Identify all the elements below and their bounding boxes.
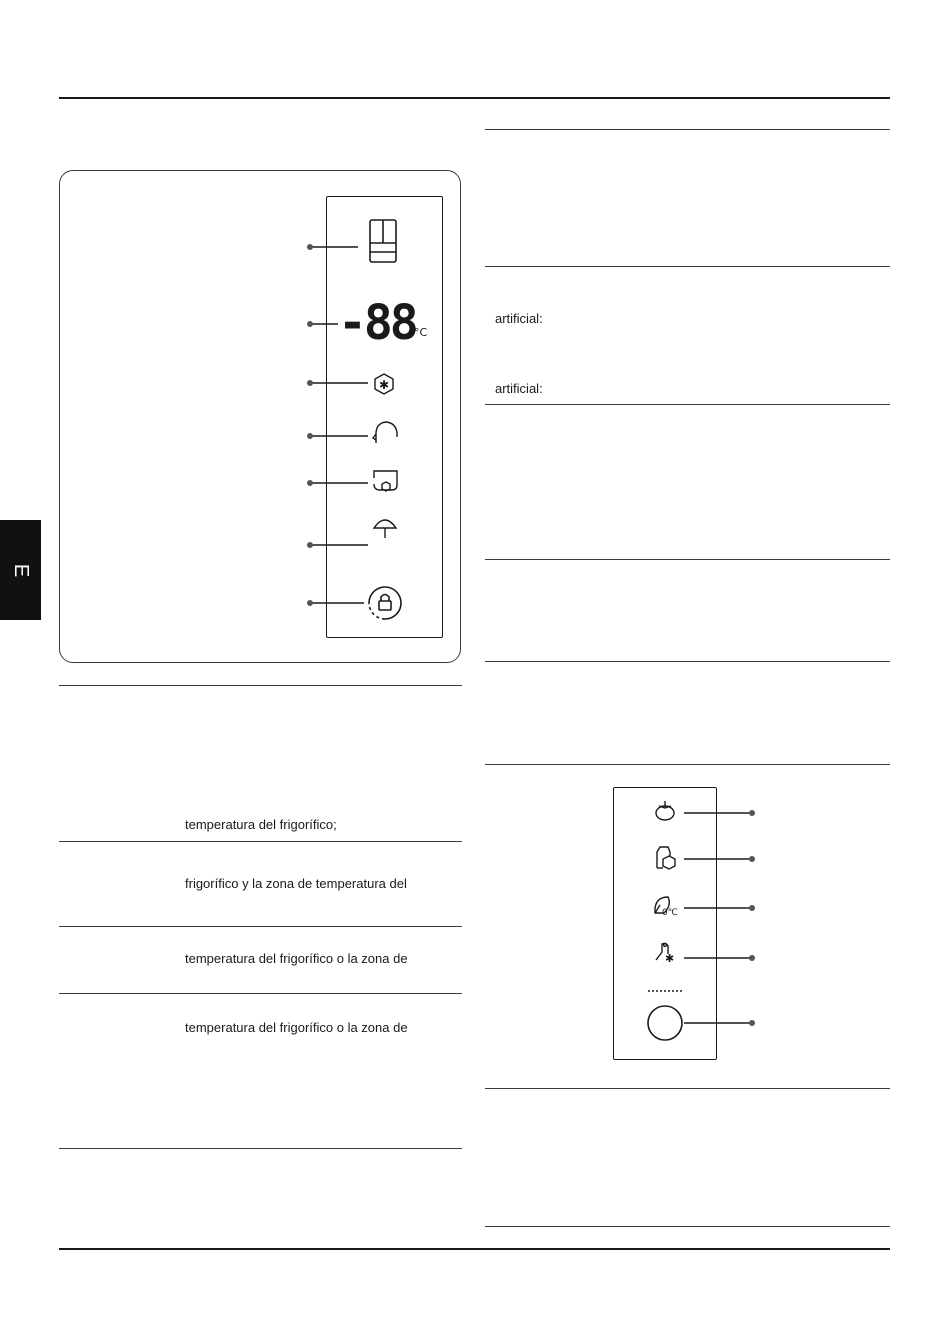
right-text-line: artificial: bbox=[495, 311, 543, 326]
language-side-tab bbox=[0, 520, 41, 620]
temperature-unit: °C bbox=[414, 326, 428, 339]
right-rule bbox=[485, 1088, 890, 1089]
left-rule bbox=[59, 1148, 462, 1149]
right-text-line: artificial: bbox=[495, 381, 543, 396]
right-rule bbox=[485, 266, 890, 267]
temperature-digits: -88 bbox=[338, 295, 416, 351]
top-page-rule bbox=[59, 97, 890, 99]
left-rule bbox=[59, 926, 462, 927]
left-text-line: frigorífico y la zona de temperatura del bbox=[185, 876, 407, 891]
right-rule bbox=[485, 559, 890, 560]
right-rule bbox=[485, 661, 890, 662]
temperature-readout bbox=[338, 295, 416, 351]
svg-text:0℃: 0℃ bbox=[662, 908, 678, 918]
control-panel bbox=[613, 787, 717, 1060]
display-panel bbox=[326, 196, 443, 638]
left-text-line: temperatura del frigorífico; bbox=[185, 817, 337, 832]
svg-text:✱: ✱ bbox=[665, 952, 675, 965]
left-text-line: temperatura del frigorífico o la zona de bbox=[185, 951, 408, 966]
left-text-line: temperatura del frigorífico o la zona de bbox=[185, 1020, 408, 1035]
left-rule bbox=[59, 685, 462, 686]
left-rule bbox=[59, 993, 462, 994]
right-rule bbox=[485, 1226, 890, 1227]
right-rule bbox=[485, 404, 890, 405]
svg-text:✱: ✱ bbox=[378, 378, 390, 392]
right-rule bbox=[485, 129, 890, 130]
left-rule bbox=[59, 841, 462, 842]
right-rule bbox=[485, 764, 890, 765]
language-tab-letter: E bbox=[10, 563, 32, 577]
bottom-page-rule bbox=[59, 1248, 890, 1250]
